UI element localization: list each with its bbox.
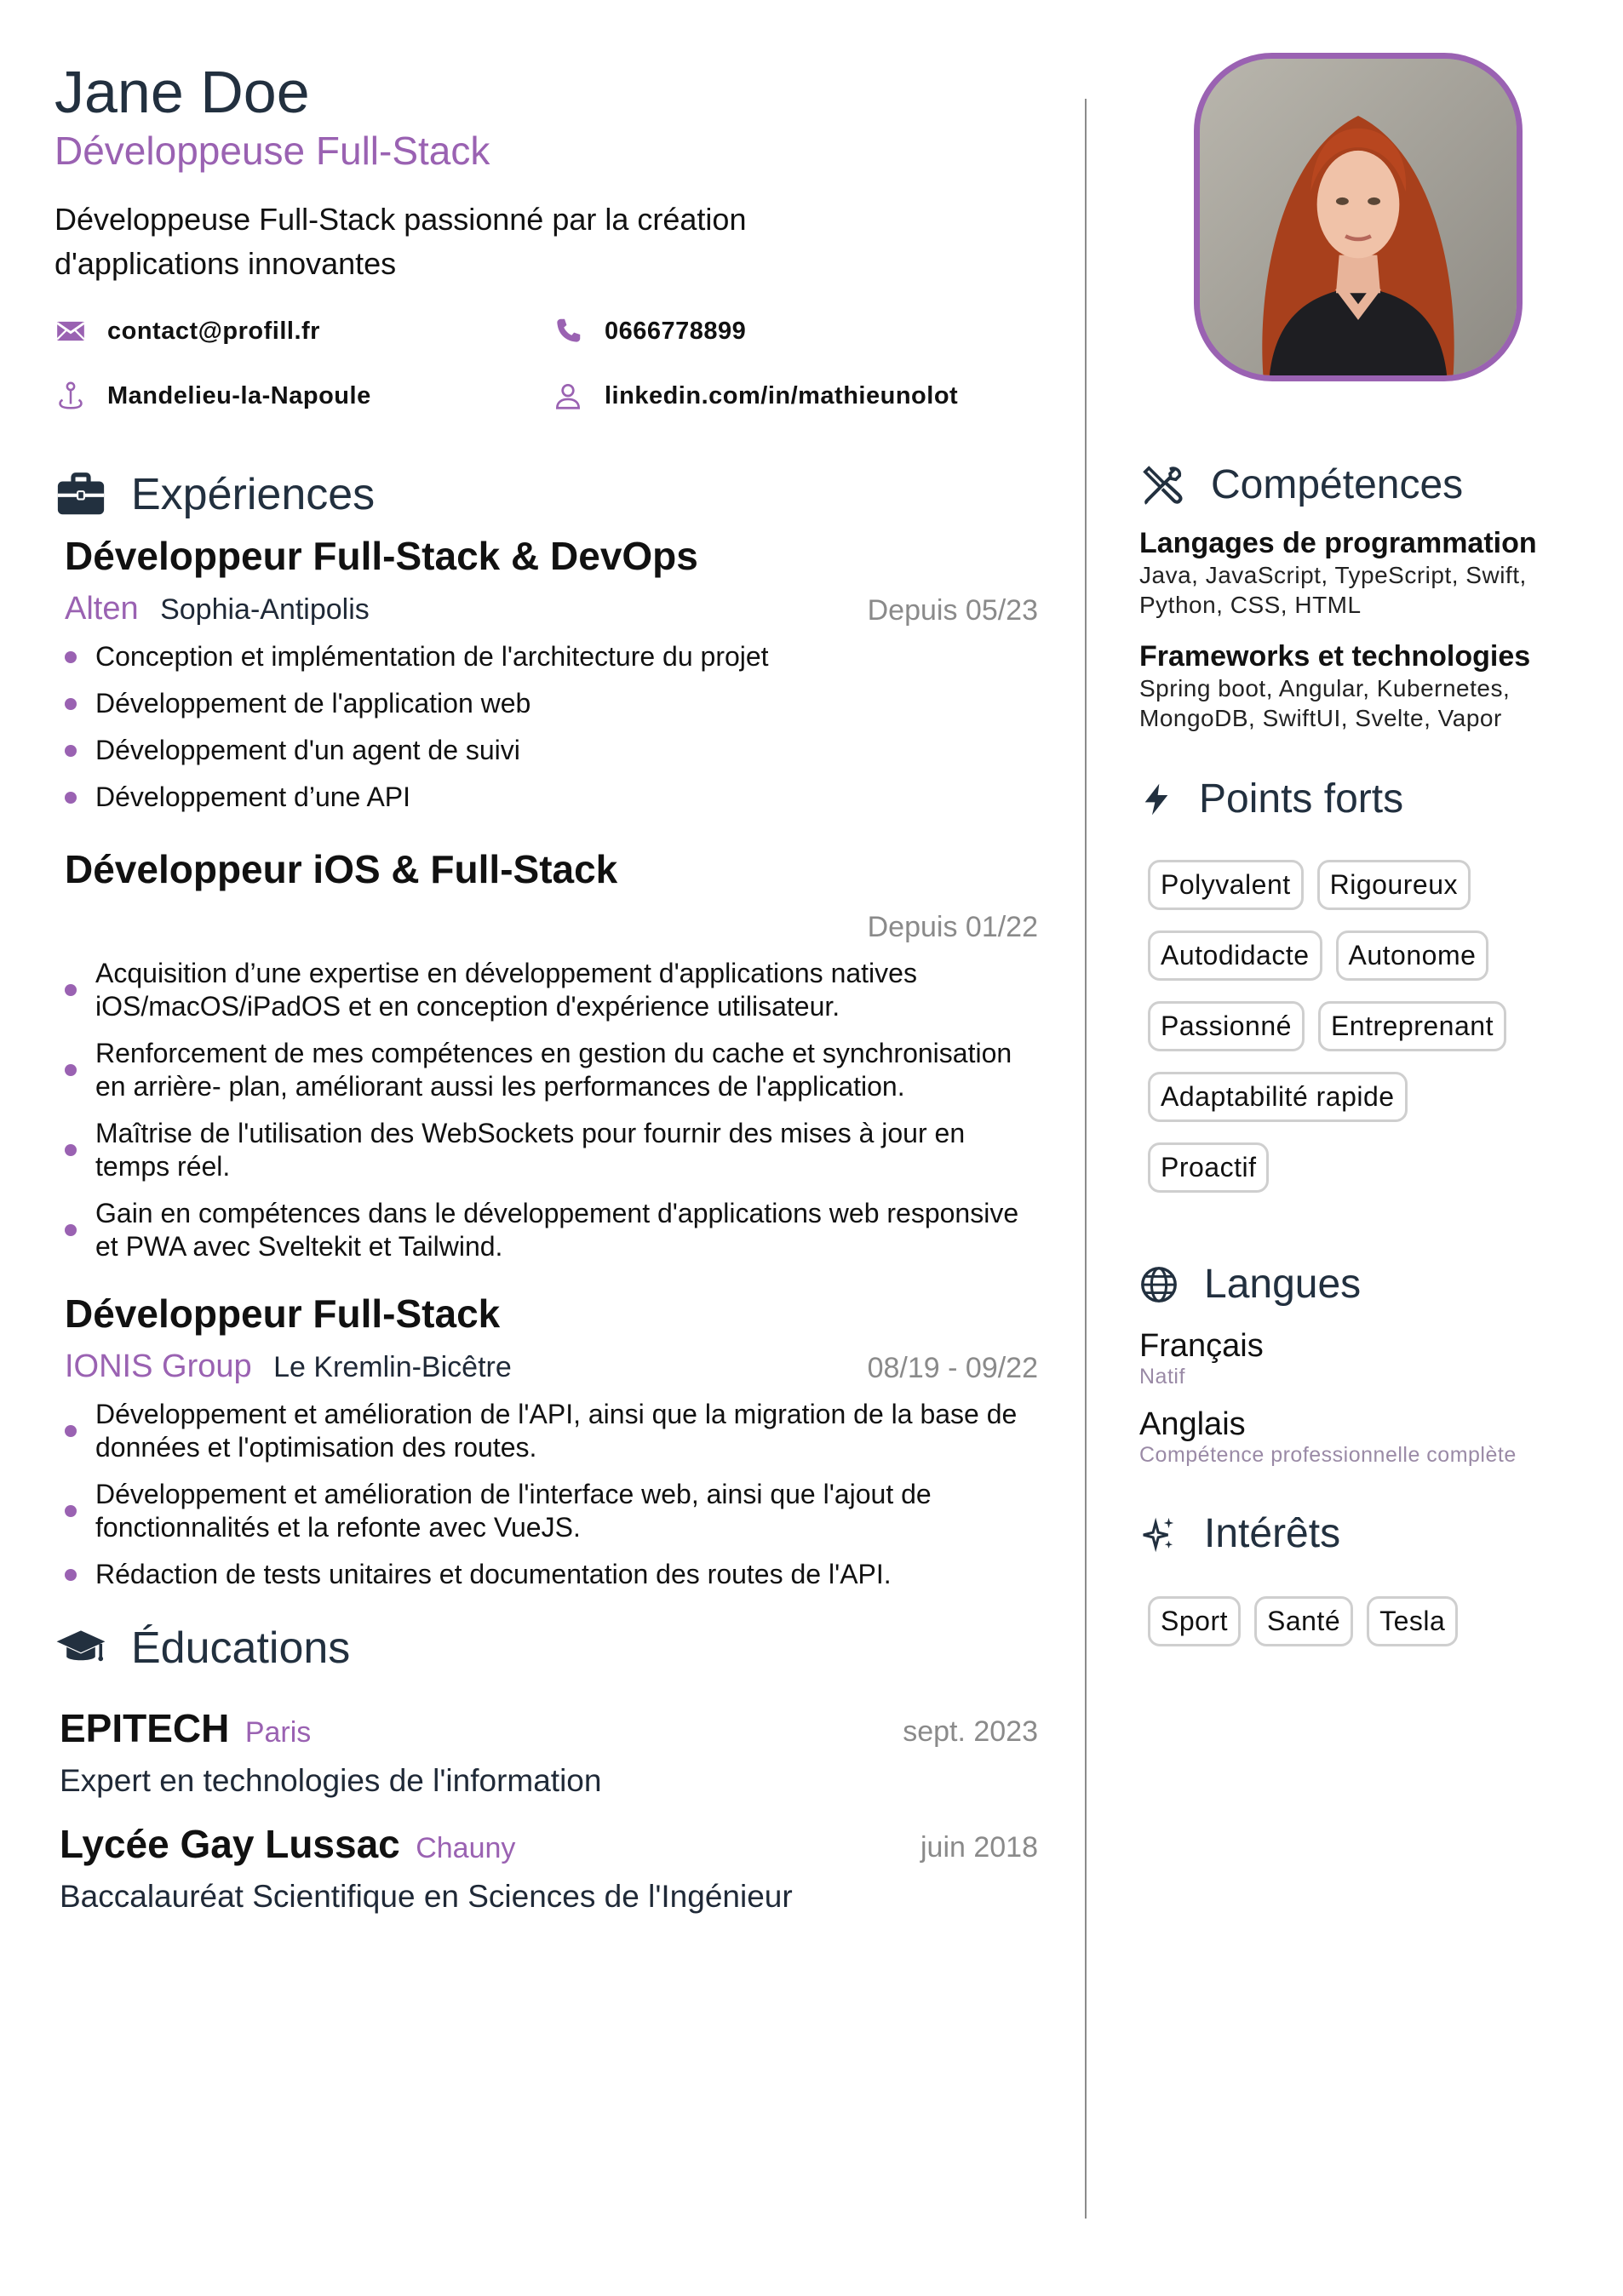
- language-entry: [1139, 1328, 1599, 1389]
- profile-photo: [1194, 53, 1523, 381]
- education-row: [60, 1705, 1038, 1755]
- interest-tag: Santé: [1254, 1596, 1353, 1646]
- education-school: Lycée Gay Lussac: [60, 1822, 400, 1866]
- education-degree: Expert en technologies de l'information: [60, 1763, 602, 1798]
- experience-date: 08/19 - 09/22: [867, 1352, 1038, 1384]
- experience-meta: [65, 591, 1038, 633]
- experience-bullets: [65, 957, 1034, 1263]
- lightning-icon: [1139, 776, 1173, 822]
- education-heading: [54, 1622, 1034, 1675]
- languages-title: Langues: [1204, 1262, 1362, 1307]
- skill-group-body: Java, JavaScript, TypeScript, Swift, Python, CSS, HTML: [1139, 562, 1527, 618]
- experience-date: Depuis 01/22: [867, 911, 1038, 943]
- education-date: sept. 2023: [903, 1715, 1038, 1748]
- experience-entry: [54, 846, 1038, 1263]
- experiences-title: Expériences: [131, 470, 376, 519]
- candidate-summary: Développeuse Full-Stack passionné par la création d'applications innovantes: [54, 202, 747, 281]
- contact-linkedin-text: linkedin.com/in/mathieunolot: [605, 381, 959, 409]
- language-level: Compétence professionnelle complète: [1139, 1443, 1517, 1467]
- experience-bullet: Développement d'un agent de suivi: [65, 734, 1034, 767]
- strength-tag: Entreprenant: [1318, 1001, 1506, 1051]
- column-divider: [1085, 99, 1087, 2219]
- experience-bullet: Renforcement de mes compétences en gestion du cache et synchronisation en arrière- plan, améliorant aussi les performances de l'application.: [65, 1037, 1034, 1103]
- experience-bullets: [65, 1398, 1034, 1591]
- strengths-title: Points forts: [1199, 776, 1404, 822]
- left-column: [54, 58, 1038, 1915]
- experience-bullet: Maîtrise de l'utilisation des WebSockets pour fournir des mises à jour en temps réel.: [65, 1117, 1034, 1183]
- experience-title: Développeur Full-Stack & DevOps: [65, 534, 698, 578]
- experiences-heading: [54, 468, 1034, 521]
- contact-block: [54, 310, 1034, 446]
- envelope-icon: [54, 315, 87, 347]
- candidate-name: Jane Doe: [54, 59, 310, 125]
- strength-tag: Rigoureux: [1317, 860, 1471, 910]
- experience-bullet: Conception et implémentation de l'architecture du projet: [65, 640, 1034, 673]
- phone-icon: [552, 315, 584, 347]
- map-pin-icon: [54, 380, 87, 412]
- graduation-cap-icon: [54, 1622, 107, 1675]
- portrait-image: [1200, 59, 1517, 375]
- interests-tags: [1148, 1596, 1548, 1667]
- right-column: [1139, 53, 1599, 1667]
- language-entry: [1139, 1406, 1599, 1468]
- experience-entry: [54, 533, 1038, 814]
- briefcase-icon: [54, 468, 107, 521]
- education-school: EPITECH: [60, 1706, 230, 1750]
- languages-heading: [1139, 1261, 1599, 1308]
- strength-tag: Autonome: [1336, 930, 1489, 981]
- sparkles-icon: [1139, 1514, 1179, 1554]
- tools-icon: [1139, 462, 1185, 508]
- contact-email-text: contact@profill.fr: [107, 317, 320, 345]
- contact-email[interactable]: [54, 315, 320, 347]
- strength-tag: Polyvalent: [1148, 860, 1304, 910]
- experience-city: Le Kremlin-Bicêtre: [273, 1351, 512, 1383]
- experience-title: Développeur iOS & Full-Stack: [65, 847, 618, 891]
- strength-tag: Adaptabilité rapide: [1148, 1072, 1408, 1122]
- experience-meta: [65, 908, 1038, 950]
- strengths-heading: [1139, 776, 1599, 822]
- language-name: Français: [1139, 1328, 1264, 1364]
- education-date: juin 2018: [920, 1831, 1038, 1864]
- language-level: Natif: [1139, 1365, 1185, 1388]
- experience-bullet: Acquisition d’une expertise en développement d'applications natives iOS/macOS/iPadOS et en conception d'expérience utilisateur.: [65, 957, 1034, 1023]
- contact-phone[interactable]: [552, 315, 746, 347]
- candidate-title: Développeuse Full-Stack: [54, 129, 490, 173]
- strength-tag: Proactif: [1148, 1142, 1269, 1193]
- experience-city: Sophia-Antipolis: [160, 593, 370, 626]
- skills-heading: [1139, 461, 1599, 508]
- experience-bullet: Développement de l'application web: [65, 687, 1034, 720]
- interests-heading: [1139, 1510, 1599, 1557]
- experience-company: IONIS Group: [65, 1348, 252, 1384]
- education-row: [60, 1821, 1038, 1870]
- education-city: Chauny: [416, 1832, 516, 1864]
- user-icon: [552, 380, 584, 412]
- skill-group-body: Spring boot, Angular, Kubernetes, MongoDB, SwiftUI, Svelte, Vapor: [1139, 675, 1511, 731]
- interest-tag: Tesla: [1367, 1596, 1458, 1646]
- experience-company: Alten: [65, 591, 139, 627]
- globe-icon: [1139, 1265, 1179, 1304]
- experience-meta: [65, 1348, 1038, 1391]
- experience-entry: [54, 1291, 1038, 1591]
- skills-title: Compétences: [1211, 462, 1464, 507]
- experience-date: Depuis 05/23: [867, 594, 1038, 627]
- skill-group-title: Langages de programmation: [1139, 527, 1537, 559]
- language-name: Anglais: [1139, 1406, 1246, 1442]
- strength-tag: Autodidacte: [1148, 930, 1322, 981]
- contact-phone-text: 0666778899: [605, 317, 747, 345]
- experience-bullets: [65, 640, 1034, 814]
- experience-bullet: Développement et amélioration de l'API, ainsi que la migration de la base de données et l'optimisation des routes.: [65, 1398, 1034, 1464]
- education-city: Paris: [244, 1716, 312, 1749]
- strengths-tags: [1148, 860, 1548, 1213]
- experience-title: Développeur Full-Stack: [65, 1291, 501, 1336]
- education-entry: [60, 1705, 1038, 1799]
- experience-bullet: Développement et amélioration de l'interface web, ainsi que l'ajout de fonctionnalités et la refonte avec VueJS.: [65, 1478, 1034, 1544]
- skill-group: [1139, 527, 1599, 620]
- interest-tag: Sport: [1148, 1596, 1241, 1646]
- skill-group: [1139, 640, 1599, 733]
- experience-bullet: Rédaction de tests unitaires et documentation des routes de l'API.: [65, 1558, 1034, 1591]
- skill-group-title: Frameworks et technologies: [1139, 640, 1531, 673]
- education-entry: [60, 1821, 1038, 1915]
- strength-tag: Passionné: [1148, 1001, 1305, 1051]
- experience-bullet: Développement d’une API: [65, 781, 1034, 814]
- education-degree: Baccalauréat Scientifique en Sciences de l'Ingénieur: [60, 1879, 793, 1914]
- education-title: Éducations: [131, 1623, 351, 1673]
- contact-location-text: Mandelieu-la-Napoule: [107, 381, 371, 409]
- contact-location: [54, 380, 371, 412]
- interests-title: Intérêts: [1204, 1511, 1341, 1556]
- experience-bullet: Gain en compétences dans le développement d'applications web responsive et PWA avec Sveltekit et Tailwind.: [65, 1197, 1034, 1263]
- contact-linkedin[interactable]: [552, 380, 958, 412]
